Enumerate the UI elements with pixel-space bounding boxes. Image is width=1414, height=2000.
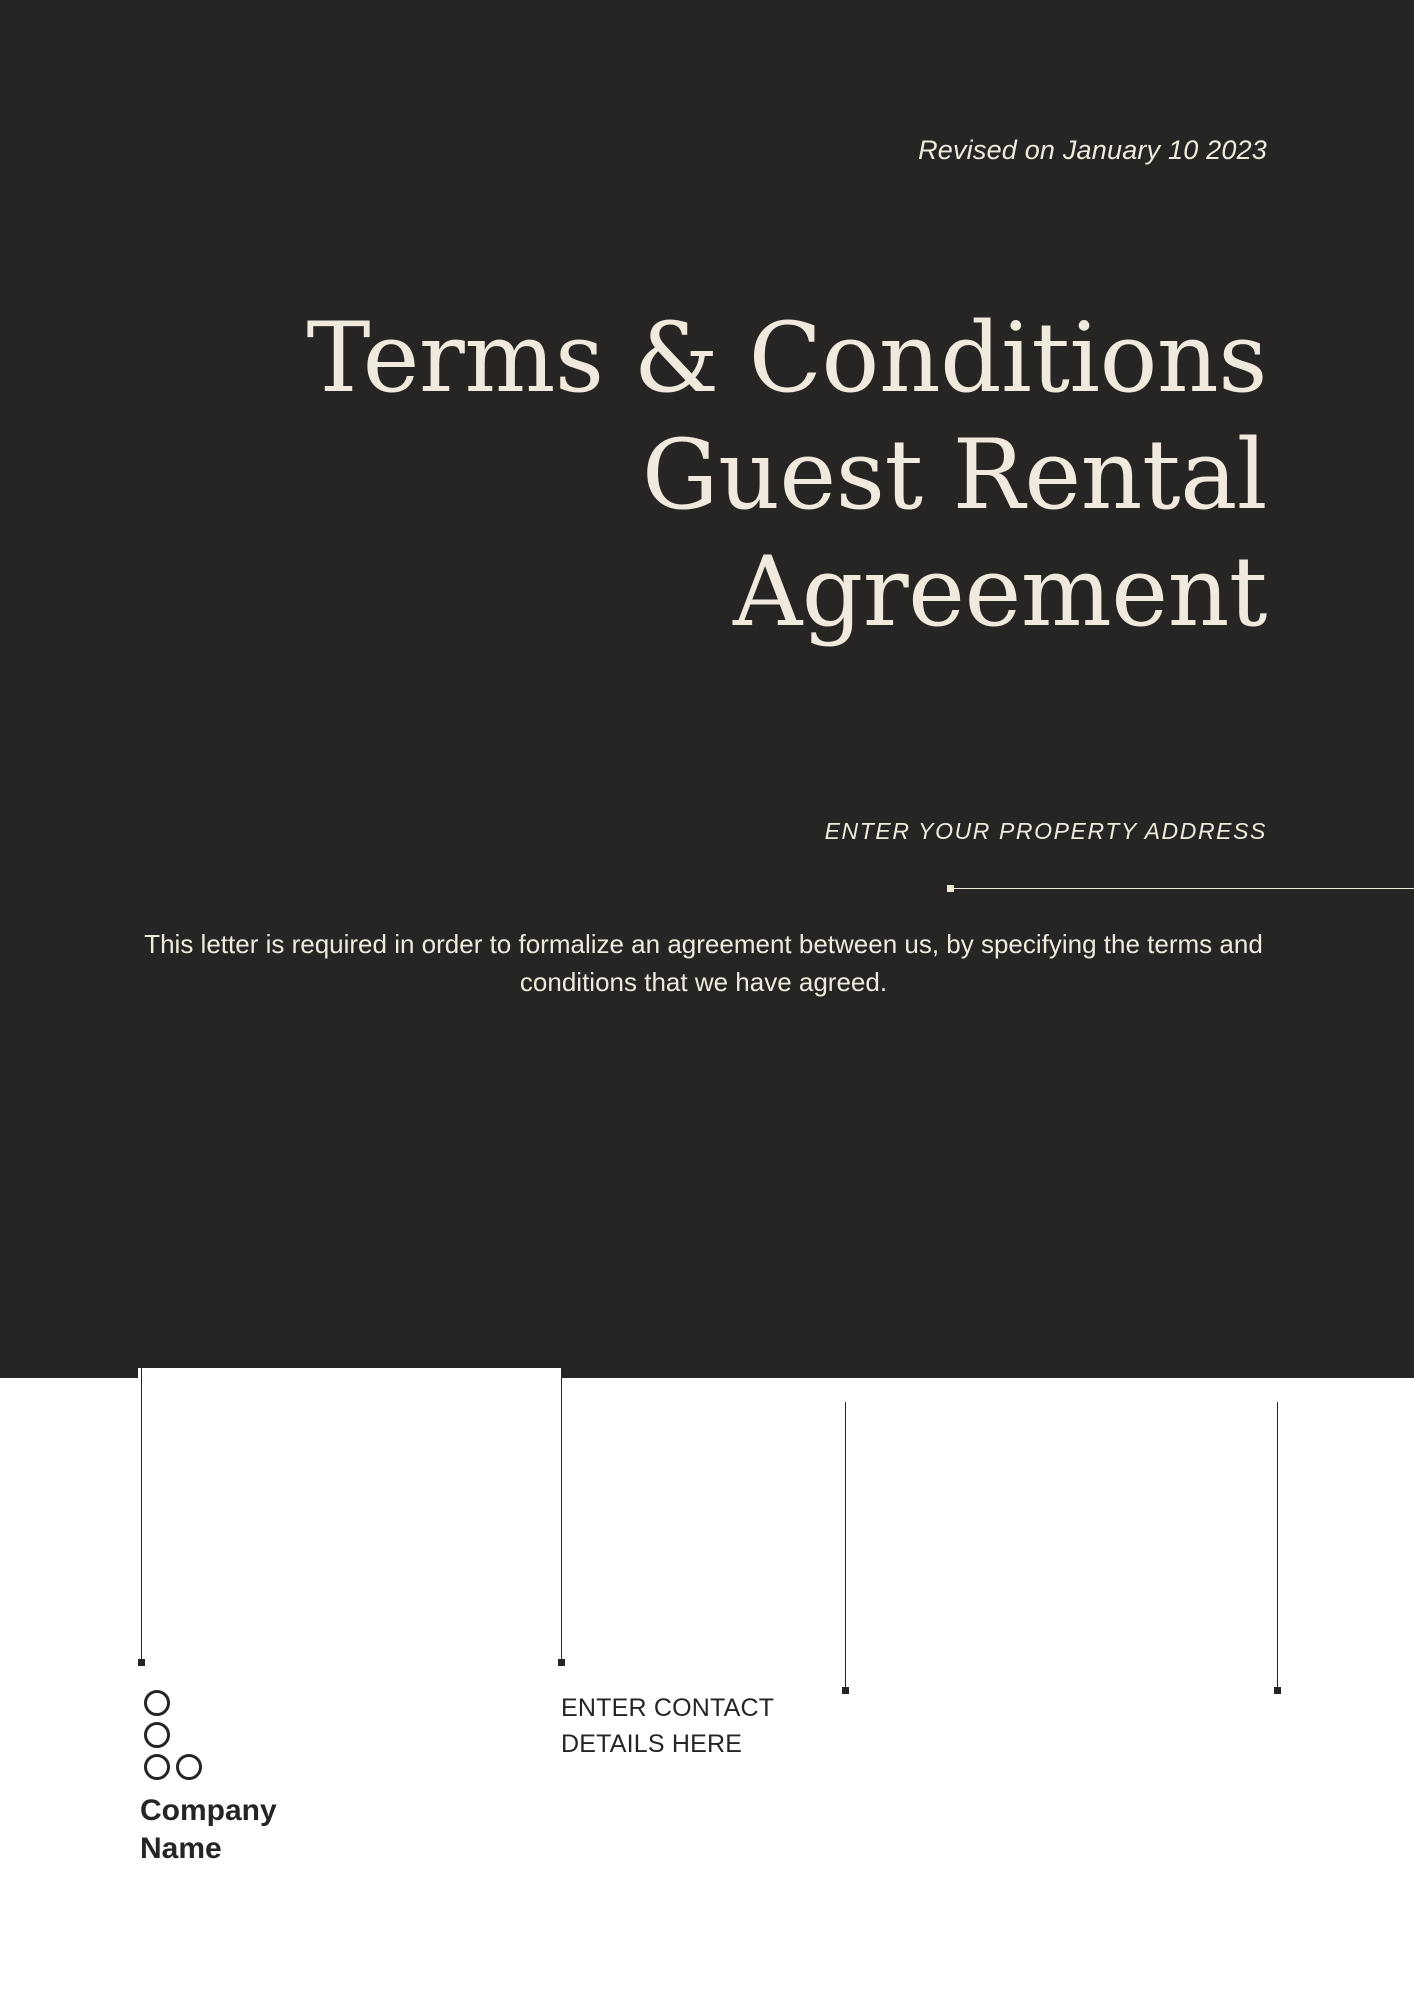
page-title-line-2: Guest Rental: [641, 419, 1267, 532]
connector-dot-3: [842, 1687, 849, 1694]
connector-line-4: [1277, 1402, 1278, 1690]
horizontal-rule: [950, 888, 1414, 889]
connector-line-2: [561, 1368, 562, 1662]
notch-block-center: [0, 1402, 845, 1438]
page-title-line-3: Agreement: [732, 536, 1267, 649]
connector-line-3: [845, 1402, 846, 1690]
contact-details-placeholder[interactable]: ENTER CONTACT DETAILS HERE: [561, 1694, 774, 1759]
connector-dot-4: [1274, 1687, 1281, 1694]
circle-icon-4: [176, 1754, 202, 1780]
property-address-placeholder[interactable]: ENTER YOUR PROPERTY ADDRESS: [824, 818, 1267, 844]
connector-dot-2: [558, 1659, 565, 1666]
intro-paragraph: This letter is required in order to formalize an agreement between us, by specifying the terms and conditions that we have agreed.: [144, 929, 1263, 998]
circle-icon-2: [144, 1722, 170, 1748]
circles-logo-icon: [140, 1690, 224, 1784]
page-title: [200, 300, 1267, 651]
connector-line-1: [141, 1368, 142, 1662]
company-name: Company Name: [140, 1794, 277, 1865]
revised-date: Revised on January 10 2023: [918, 135, 1267, 165]
circle-icon-3: [144, 1754, 170, 1780]
notch-block-right: [1278, 1402, 1414, 1438]
company-logo-block: [140, 1690, 400, 1867]
page-title-line-1: Terms & Conditions: [306, 302, 1267, 414]
notch-block-left: [138, 1368, 562, 1402]
circle-icon-1: [144, 1690, 170, 1716]
connector-dot-1: [138, 1659, 145, 1666]
